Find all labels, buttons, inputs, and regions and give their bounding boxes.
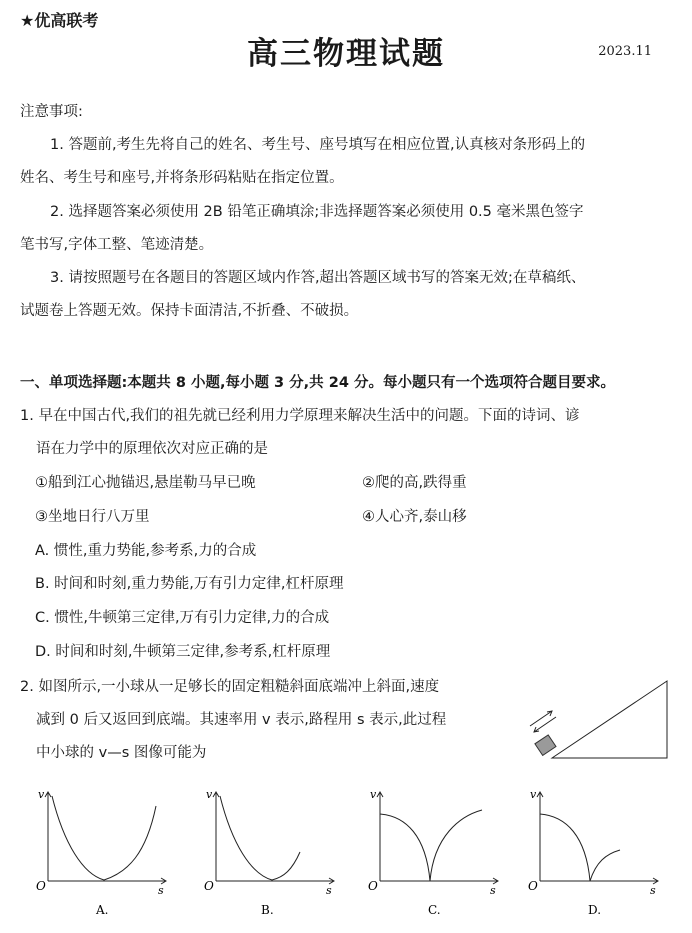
graph-c-curve bbox=[380, 810, 482, 881]
notice-item-1-line-1: 1. 答题前,考生先将自己的姓名、考生号、座号填写在相应位置,认真核对条形码上的 bbox=[50, 137, 586, 153]
q1-option-c: C. 惯性,牛顿第三定律,万有引力定律,力的合成 bbox=[35, 610, 330, 626]
q1-option-d: D. 时间和时刻,牛顿第三定律,参考系,杠杆原理 bbox=[35, 644, 331, 660]
page-title: 高三物理试题 bbox=[247, 36, 445, 72]
graph-d-option: D. bbox=[588, 903, 602, 917]
graph-d-ylabel: v bbox=[530, 788, 537, 801]
q1-stem-line-2: 语在力学中的原理依次对应正确的是 bbox=[36, 441, 268, 457]
notice-item-1-line-2: 姓名、考生号和座号,并将条形码粘贴在指定位置。 bbox=[20, 170, 344, 186]
graph-a-curve bbox=[52, 796, 156, 880]
graph-c-origin: O bbox=[368, 879, 378, 893]
graph-c-xlabel: s bbox=[490, 884, 496, 897]
motion-arrows-icon bbox=[530, 711, 556, 732]
exam-tag: ★优高联考 bbox=[20, 11, 99, 30]
notice-item-3-line-2: 试题卷上答题无效。保持卡面清洁,不折叠、不破损。 bbox=[20, 303, 359, 319]
graph-b-origin: O bbox=[204, 879, 214, 893]
q1-option-a: A. 惯性,重力势能,参考系,力的合成 bbox=[35, 543, 257, 559]
graph-c-ylabel: v bbox=[370, 788, 377, 801]
graph-b-ylabel: v bbox=[206, 788, 213, 801]
ball-block bbox=[535, 735, 556, 756]
graph-d-origin: O bbox=[528, 879, 538, 893]
q1-item-1: ①船到江心抛锚迟,悬崖勒马早已晚 bbox=[35, 475, 256, 491]
q2-stem-line-1: 2. 如图所示,一小球从一足够长的固定粗糙斜面底端冲上斜面,速度 bbox=[20, 679, 440, 695]
graph-a-option: A. bbox=[96, 903, 109, 917]
graph-b bbox=[196, 786, 346, 921]
exam-date: 2023.11 bbox=[598, 44, 652, 59]
notice-item-3-line-1: 3. 请按照题号在各题目的答题区域内作答,超出答题区域书写的答案无效;在草稿纸、 bbox=[50, 270, 586, 286]
graph-d-curve bbox=[540, 814, 620, 881]
graph-b-xlabel: s bbox=[326, 884, 332, 897]
q1-item-2: ②爬的高,跌得重 bbox=[362, 475, 467, 491]
graph-d-xlabel: s bbox=[650, 884, 656, 897]
section-1-heading: 一、单项选择题:本题共 8 小题,每小题 3 分,共 24 分。每小题只有一个选项符合题目要求。 bbox=[20, 375, 615, 391]
graph-b-option: B. bbox=[261, 903, 274, 917]
incline-figure bbox=[520, 676, 670, 764]
incline-triangle bbox=[552, 681, 667, 758]
graph-a bbox=[28, 786, 178, 921]
q1-item-4: ④人心齐,泰山移 bbox=[362, 509, 467, 525]
notice-item-2-line-1: 2. 选择题答案必须使用 2B 铅笔正确填涂;非选择题答案必须使用 0.5 毫米黑色签字 bbox=[50, 204, 584, 220]
graph-c-option: C. bbox=[428, 903, 441, 917]
q1-option-b: B. 时间和时刻,重力势能,万有引力定律,杠杆原理 bbox=[35, 576, 344, 592]
notice-item-2-line-2: 笔书写,字体工整、笔迹清楚。 bbox=[20, 237, 214, 253]
graph-c bbox=[360, 786, 510, 921]
graph-d bbox=[520, 786, 670, 921]
q2-stem-line-2: 减到 0 后又返回到底端。其速率用 v 表示,路程用 s 表示,此过程 bbox=[36, 712, 447, 728]
notice-heading: 注意事项: bbox=[20, 104, 83, 120]
graph-a-origin: O bbox=[36, 879, 46, 893]
q1-stem-line-1: 1. 早在中国古代,我们的祖先就已经利用力学原理来解决生活中的问题。下面的诗词、谚 bbox=[20, 408, 580, 424]
graph-a-xlabel: s bbox=[158, 884, 164, 897]
graph-a-ylabel: v bbox=[38, 788, 45, 801]
graph-b-curve bbox=[220, 796, 300, 880]
q2-stem-line-3: 中小球的 v—s 图像可能为 bbox=[36, 745, 207, 761]
q1-item-3: ③坐地日行八万里 bbox=[35, 509, 150, 525]
